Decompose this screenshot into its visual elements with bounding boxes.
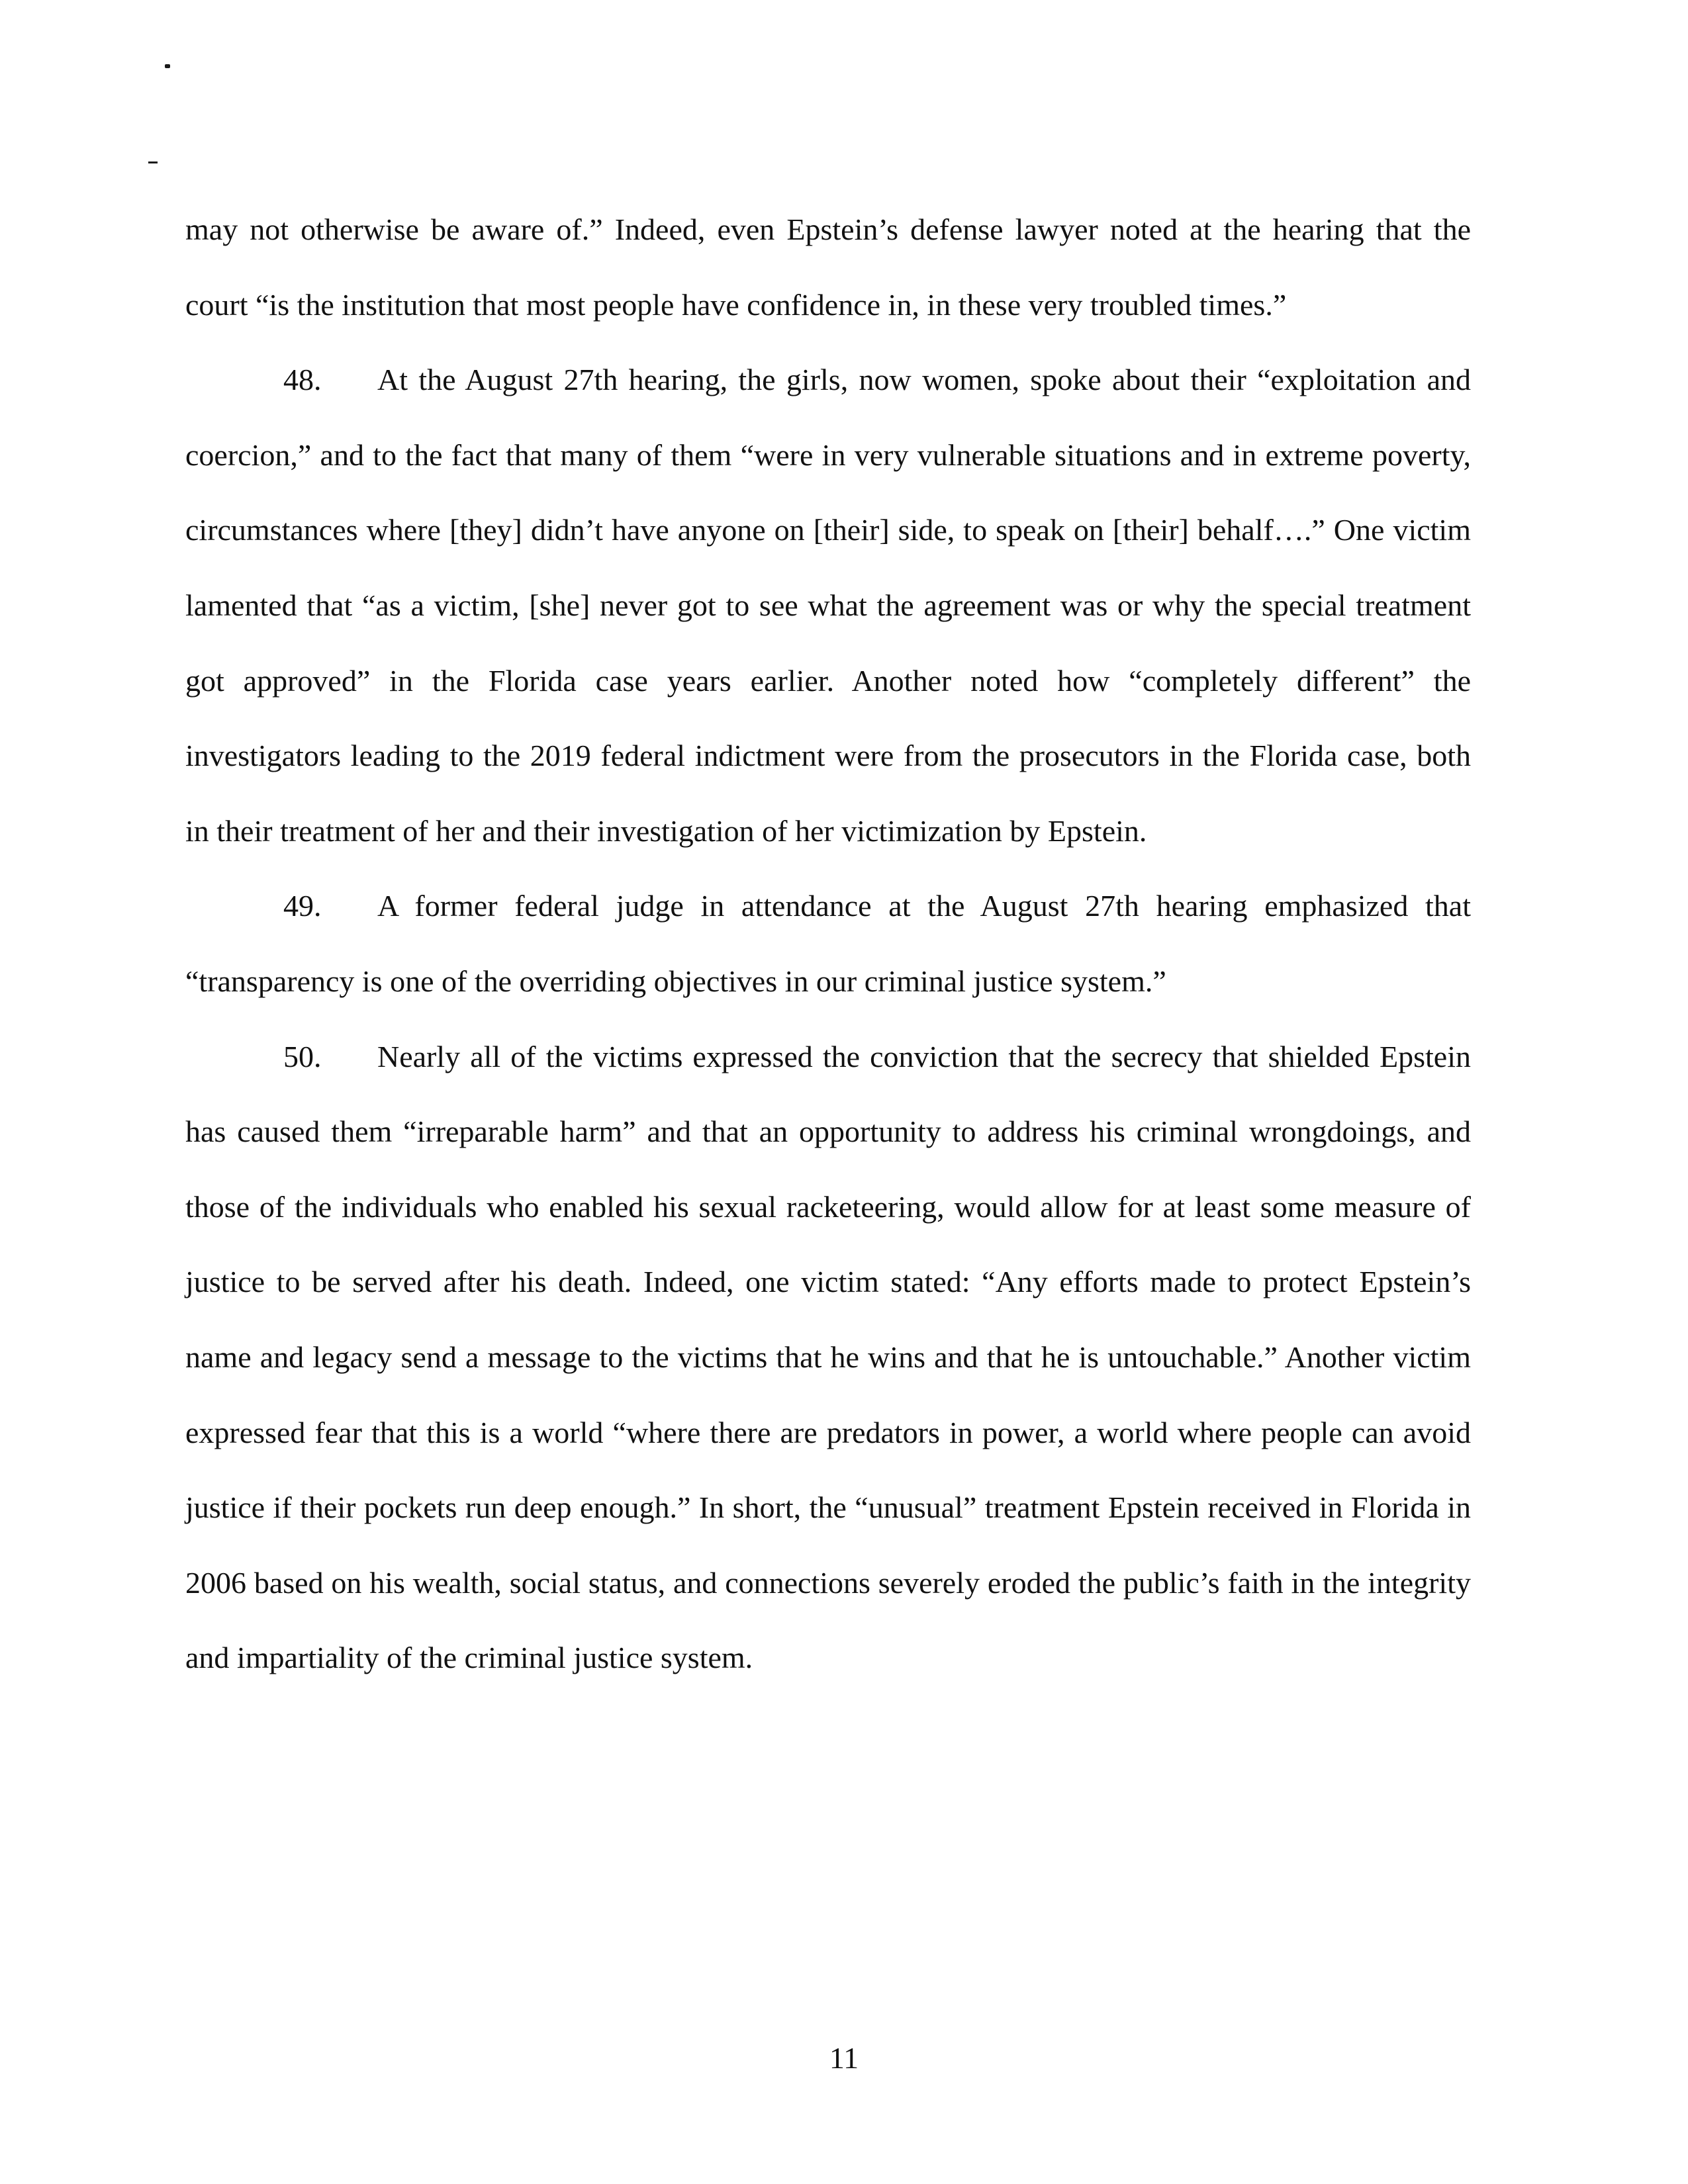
paragraph-continuation	[185, 192, 1471, 342]
paragraph-text: A former federal judge in attendance at the August 27th hearing emphasized that “transparency is one of the overriding objectives in our criminal justice system.”	[185, 889, 1471, 998]
paragraph-number: 50.	[283, 1039, 322, 1073]
document-body	[185, 192, 1471, 1696]
scan-speck	[148, 161, 158, 163]
paragraph-48	[185, 342, 1471, 868]
page-number: 11	[829, 2041, 859, 2075]
paragraph-50	[185, 1019, 1471, 1696]
paragraph-text: At the August 27th hearing, the girls, now women, spoke about their “exploitation and coercion,” and to the fact that many of them “were in very vulnerable situations and in extreme poverty, circumstances where [they] didn’t have anyone on [their] side, to speak on [their] behalf….” One victim lamented that “as a victim, [she] never got to see what the agreement was or why the special treatment got approved” in the Florida case years earlier. Another noted how “completely different” the investigators leading to the 2019 federal indictment were from the prosecutors in the Florida case, both in their treatment of her and their investigation of her victimization by Epstein.	[185, 363, 1471, 848]
paragraph-text: Nearly all of the victims expressed the conviction that the secrecy that shielded Epstein has caused them “irreparable harm” and that an opportunity to address his criminal wrongdoings, and those of the individuals who enabled his sexual racketeering, would allow for at least some measure of justice to be served after his death. Indeed, one victim stated: “Any efforts made to protect Epstein’s name and legacy send a message to the victims that he wins and that he is untouchable.” Another victim expressed fear that this is a world “where there are predators in power, a world where people can avoid justice if their pockets run deep enough.” In short, the “unusual” treatment Epstein received in Florida in 2006 based on his wealth, social status, and connections severely eroded the public’s faith in the integrity and impartiality of the criminal justice system.	[185, 1039, 1471, 1675]
paragraph-text: may not otherwise be aware of.” Indeed, even Epstein’s defense lawyer noted at the hearing that the court “is the institution that most people have confidence in, in these very troubled times.”	[185, 212, 1471, 322]
paragraph-49	[185, 868, 1471, 1019]
paragraph-number: 48.	[283, 363, 322, 397]
paragraph-number: 49.	[283, 889, 322, 923]
scan-speck	[165, 64, 170, 68]
